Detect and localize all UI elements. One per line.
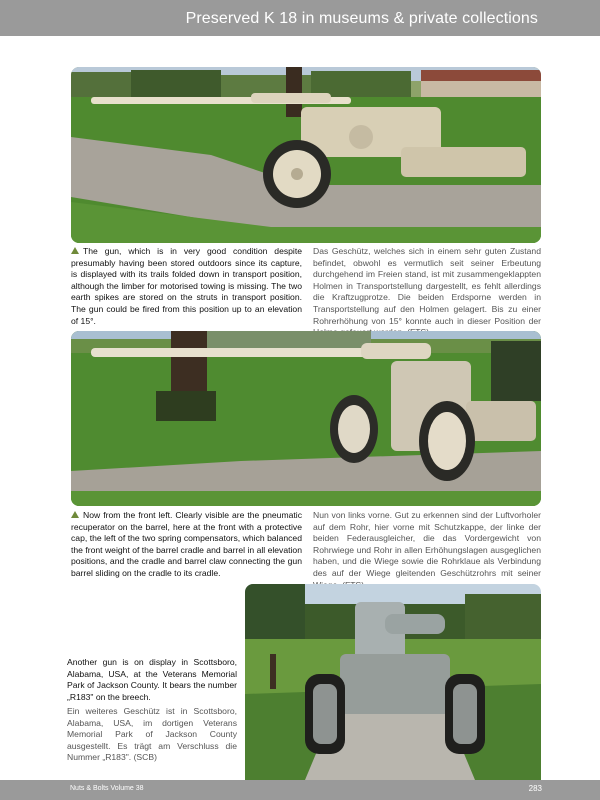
photo-gun-front-left (71, 331, 541, 506)
caption-1-english: The gun, which is in very good condition despite presumably having been stored outdoors since its capture, is displayed with its trails folded down in transport position, although the limber for motorised towing is missing. The two earth spikes are stored on the struts in transport position. The gun could be fired from this position up to an elevation of 15°. (71, 246, 302, 326)
page-header-bar (0, 0, 600, 36)
caption-2-german: Nun von links vorne. Gut zu erkennen sind der Luftvorholer auf dem Rohr, hier vorne mit Schutzkappe, der linke der beiden Federausgleicher, die das Vordergewicht von Rohrwiege und Rohr in allen Erhöhungslagen ausgeglichen haben, und die Wiege sowie die Rohrklaue als Verbindung des auf der Wiege gleitenden Geschützrohrs mit seiner (313, 510, 541, 578)
photo-gun-scottsboro (245, 584, 541, 780)
caption-2-english: Now from the front left. Clearly visible are the pneumatic recuperator on the barrel, here at the front with a protective cap, the left of the two spring compensators, which balanced the front weight of the barrel cradle and barrel in all elevation positions, and the cradle and barrel claw connecting the gun barrel sliding on the cradle to its cradle. (71, 510, 302, 578)
triangle-bullet-icon (71, 247, 79, 254)
footer-publication: Nuts & Bolts Volume 38 (70, 785, 144, 792)
page-number: 283 (528, 784, 542, 793)
triangle-bullet-icon (71, 511, 79, 518)
page-footer-bar (0, 780, 600, 800)
caption-1-german: Das Geschütz, welches sich in einem sehr guten Zustand befindet, obwohl es vermutlich seit seiner Erbeutung durchgehend im Freien stand, ist mit zusammengeklappten Holmen in Transportstellung dargestellt, es fehlt allerdings die Kraftzugprotze. Die beiden Erdsporne werden in Transportstellung auf den Holmen gelagert. Bis zu einer Rohrerhöhung von 15° konnte auch in dieser Position der (313, 246, 541, 326)
page-title: Preserved K 18 in museums & private collections (185, 10, 538, 27)
caption-3-english: Another gun is on display in Scottsboro, Alabama, USA, at the Veterans Memorial Park of Jackson County. It bears the number „R183" on the breech. (67, 657, 237, 702)
photo-gun-side-view (71, 67, 541, 243)
caption-3-german: Ein weiteres Geschütz ist in Scottsboro, Alabama, USA, im dortigen Veterans Memorial Park of Jackson County ausgestellt. Es trägt am Verschluss die Nummer „R183". (SCB) (67, 706, 237, 763)
